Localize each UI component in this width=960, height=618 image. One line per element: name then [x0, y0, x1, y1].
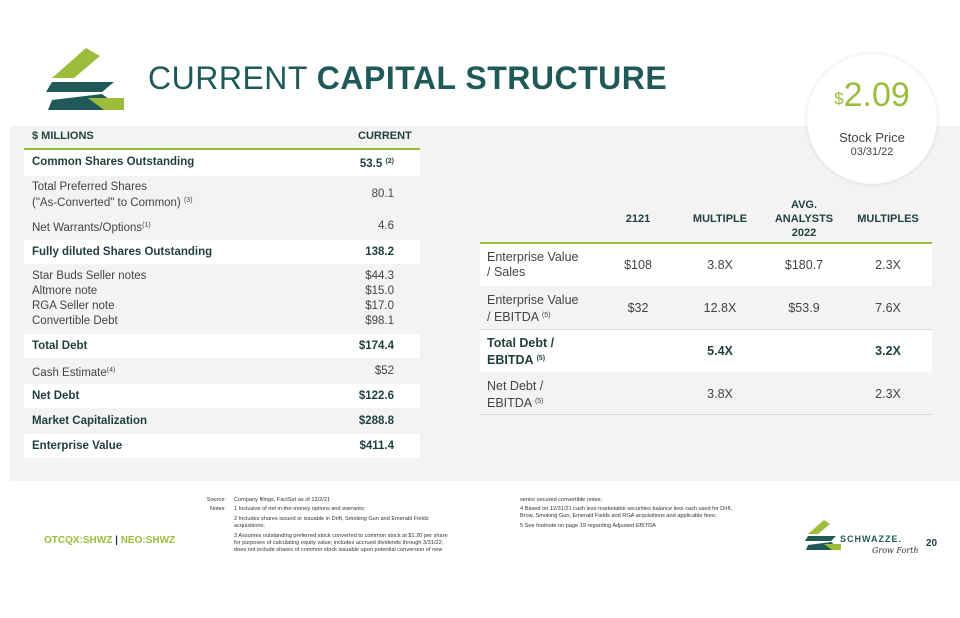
row-label-cont: / EBITDA $^{(5)}$: [487, 310, 551, 324]
table-row: [480, 373, 932, 414]
table-row-value: $98.1: [365, 315, 394, 327]
stock-price-badge: [807, 54, 937, 184]
col-header-avg-analysts: AVG. ANALYSTS 2022: [774, 199, 834, 239]
cell-multiples: 7.6X: [875, 301, 901, 315]
table-row-label: Convertible Debt: [32, 315, 118, 327]
brand-name: SCHWAZZE.: [840, 534, 902, 544]
table-row-label-cont: ("As-Converted" to Common) $^{(3)}$: [32, 197, 193, 209]
table-row-label: Market Capitalization: [32, 415, 148, 427]
cell-avg-analysts: $53.9: [788, 301, 820, 315]
row-label-cont: EBITDA $^{(5)}$: [487, 396, 544, 410]
table-row-value: $122.6: [358, 390, 394, 402]
row-label-cont: EBITDA $^{(5)}$: [487, 353, 546, 367]
ticker-separator: |: [115, 535, 118, 546]
table-row-value: $52: [374, 365, 394, 377]
footnote-line: 5 See footnote on page 19 regarding Adjusted EBITDA: [520, 523, 656, 529]
stock-price-date: 03/31/22: [850, 146, 894, 158]
table-row: [480, 244, 932, 286]
footnote-line: senior secured convertible notes;: [520, 497, 603, 503]
cell-avg-analysts: $180.7: [784, 258, 824, 272]
col-header-multiple: MULTIPLE: [692, 213, 748, 225]
ticker-symbols: [44, 535, 175, 546]
table-row: [480, 287, 932, 329]
brand-tagline: Grow Forth: [872, 546, 919, 555]
table-row-value: $174.4: [358, 340, 394, 352]
cell-multiples: 2.3X: [875, 387, 901, 401]
source-key: Source:: [206, 497, 226, 503]
footnote-line: 1 Inclusive of net in-the-money options and warrants;: [234, 506, 366, 512]
footnote-line: for purposes of calculating equity value; includes accrued dividends through 3/31/22;: [234, 540, 444, 546]
table-row-label: Star Buds Seller notes: [32, 270, 147, 282]
cell-multiple: 3.8X: [707, 258, 733, 272]
table-row: [480, 330, 932, 372]
footnote-line: 4 Based on 12/31/21 cash less marketable securities balance less cash used for Drift,: [520, 506, 733, 512]
cell-multiples: 3.2X: [875, 344, 901, 358]
ticker-neo: NEO:SHWZ: [120, 535, 176, 546]
table-row-label: RGA Seller note: [32, 300, 115, 312]
cell-multiples: 2.3X: [875, 258, 901, 272]
table-row-label: Net Warrants/Options$^{(1)}$: [32, 222, 151, 234]
footnote-line: does not include shares of common stock issuable upon potential conversion of new: [234, 547, 443, 553]
row-label: Enterprise Value: [487, 250, 579, 264]
source-text: Company filings, FactSet as of 12/2/21: [234, 497, 331, 503]
footnotes-right: [520, 497, 800, 537]
row-label: Enterprise Value: [487, 293, 579, 307]
table-row-value: $288.8: [358, 415, 394, 427]
table-row-value: $44.3: [365, 270, 394, 282]
currency-symbol: $: [834, 89, 844, 108]
col-header-2121: 2121: [625, 213, 651, 225]
notes-key: Notes:: [209, 506, 226, 512]
footnote-line: 2 Includes shares issued or issuable in Drift, Smoking Gun and Emerald Fields: [234, 516, 429, 522]
schwazze-logo-icon: [44, 48, 126, 114]
title-bold: CAPITAL STRUCTURE: [316, 60, 668, 96]
table-row-value: 138.2: [365, 246, 394, 258]
table-row-label: Net Debt: [32, 390, 80, 402]
col-header-current: CURRENT: [358, 130, 412, 142]
table-row-value: $15.0: [365, 285, 394, 297]
table-row-label: Fully diluted Shares Outstanding: [32, 246, 213, 258]
table-row-label: Common Shares Outstanding: [32, 156, 195, 168]
table-row-value: $17.0: [365, 300, 394, 312]
page-number: 20: [926, 538, 938, 549]
cell-multiple: 5.4X: [707, 344, 733, 358]
col-header-millions: $ MILLIONS: [32, 130, 94, 142]
footnote-line: acquisitions;: [234, 523, 265, 529]
table-row-label: Cash Estimate$^{(4)}$: [32, 367, 116, 379]
schwazze-footer-logo-icon: [804, 520, 842, 552]
stock-price: [807, 76, 937, 115]
row-label-cont: / Sales: [487, 265, 526, 279]
row-divider: [480, 414, 932, 415]
table-row-label: Total Debt: [32, 340, 88, 352]
cell-2121: $108: [624, 258, 652, 272]
stock-price-value: 2.09: [843, 76, 910, 114]
footnote-line: Brow, Smoking Gun, Emerald Fields and RGA acquisitions and applicable fees;: [520, 513, 717, 519]
title-light: CURRENT: [148, 60, 308, 96]
table-row-label: Altmore note: [32, 285, 98, 297]
cell-multiple: 12.8X: [703, 301, 737, 315]
table-row-label: Total Preferred Shares: [32, 181, 148, 193]
stock-price-label: Stock Price: [839, 130, 905, 145]
footnotes-left: [200, 497, 500, 563]
footnote-line: 3 Assumes outstanding preferred stock converted to common stock at $1.20 per share: [234, 533, 448, 539]
page-title: [148, 60, 667, 97]
row-label: Total Debt /: [487, 336, 555, 350]
cell-multiple: 3.8X: [707, 387, 733, 401]
table-row-value: 53.5 $^{(2)}$: [359, 158, 394, 170]
table-row-value: 4.6: [378, 220, 394, 232]
col-header-multiples: MULTIPLES: [857, 213, 919, 225]
ticker-otcqx: OTCQX:SHWZ: [44, 535, 113, 546]
row-label: Net Debt /: [487, 379, 544, 393]
cell-2121: $32: [627, 301, 649, 315]
table-row-label: Enterprise Value: [32, 440, 123, 452]
table-row-value: $411.4: [359, 440, 394, 452]
table-row-value: 80.1: [371, 188, 394, 200]
